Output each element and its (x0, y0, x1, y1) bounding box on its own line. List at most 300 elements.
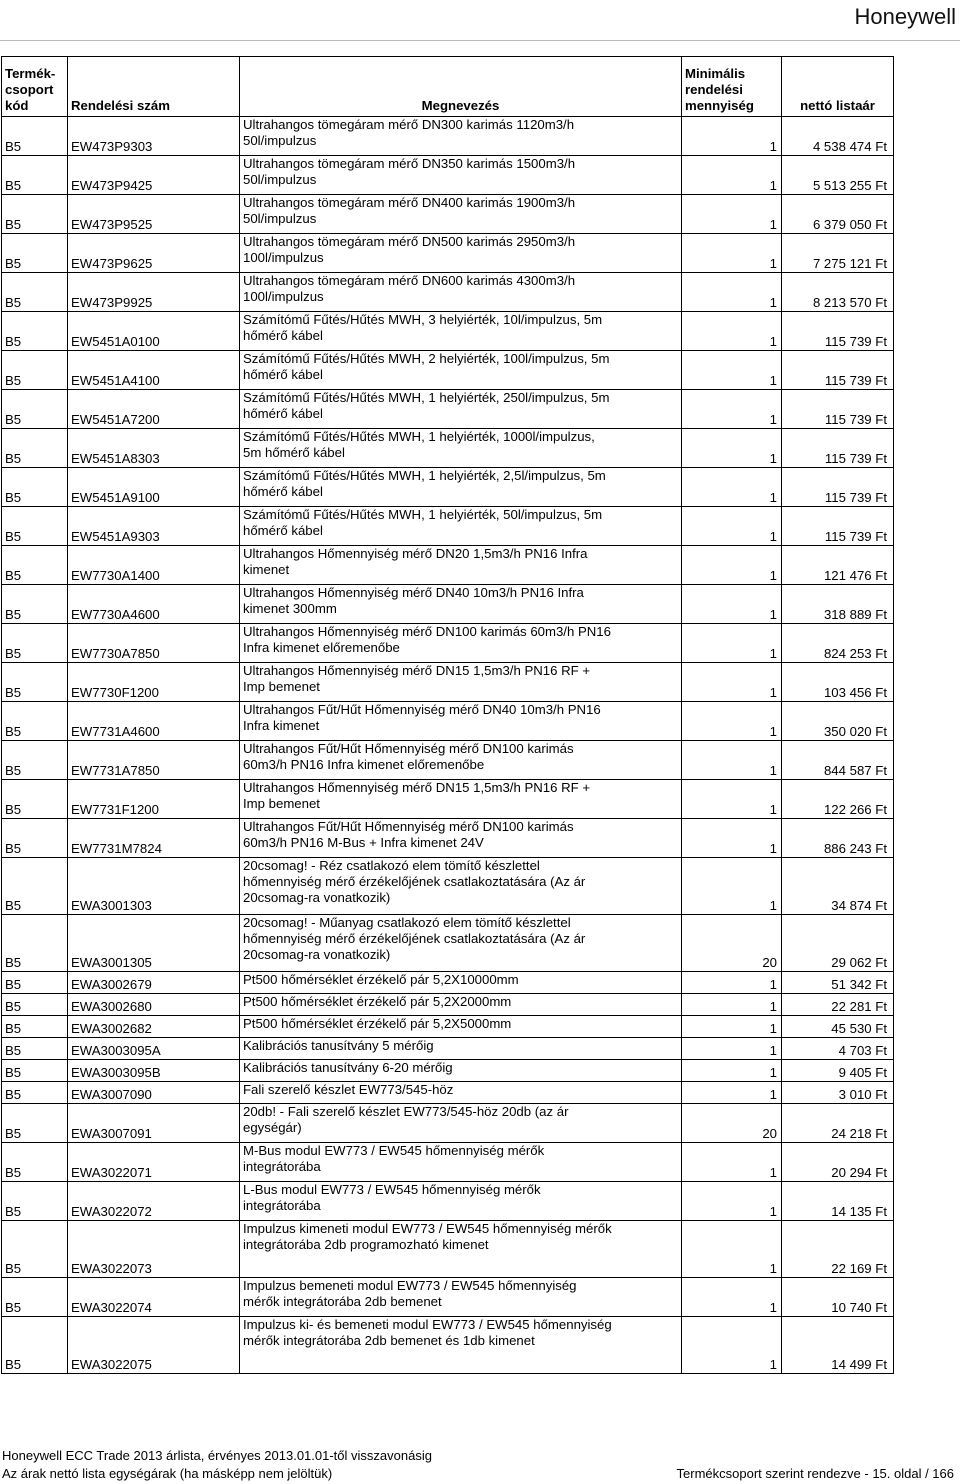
cell-description-text: Számítómű Fűtés/Hűtés MWH, 3 helyiérték, 10l/impulzus, 5m hőmérő kábel (243, 312, 603, 343)
cell-net-price (782, 1060, 894, 1082)
cell-min-quantity-text: 1 (769, 139, 777, 154)
cell-description-text: 20db! - Fali szerelő készlet EW773/545-höz 20db (az ár egységár) (243, 1104, 569, 1135)
table-row (2, 351, 894, 390)
cell-net-price (782, 1221, 894, 1278)
cell-min-quantity-text: 1 (769, 1300, 777, 1315)
table-row (2, 585, 894, 624)
cell-min-quantity (682, 468, 782, 507)
table-row (2, 312, 894, 351)
cell-description-text: Ultrahangos Fűt/Hűt Hőmennyiség mérő DN40 10m3/h PN16 Infra kimenet (243, 702, 601, 733)
cell-group-code (2, 819, 68, 858)
cell-order-number (68, 702, 240, 741)
cell-description (240, 1082, 682, 1104)
cell-min-quantity-text: 1 (769, 1065, 777, 1080)
cell-description (240, 1060, 682, 1082)
cell-order-number (68, 1317, 240, 1374)
cell-order-number (68, 1278, 240, 1317)
cell-group-code (2, 507, 68, 546)
cell-group-code-text: B5 (5, 685, 22, 700)
cell-net-price-text: 115 739 Ft (824, 373, 887, 388)
cell-description-text: Pt500 hőmérséklet érzékelő pár 5,2X5000mm (243, 1016, 512, 1031)
cell-order-number-text: EW7730A1400 (71, 568, 160, 583)
cell-description-text: Pt500 hőmérséklet érzékelő pár 5,2X2000mm (243, 994, 512, 1009)
cell-group-code (2, 1060, 68, 1082)
cell-group-code (2, 741, 68, 780)
cell-min-quantity (682, 858, 782, 915)
cell-min-quantity-text: 20 (762, 1126, 777, 1141)
cell-order-number (68, 1060, 240, 1082)
cell-group-code (2, 468, 68, 507)
cell-order-number (68, 1038, 240, 1060)
cell-net-price-text: 318 889 Ft (823, 607, 887, 622)
table-row (2, 1317, 894, 1374)
table-row (2, 546, 894, 585)
cell-min-quantity (682, 1082, 782, 1104)
cell-order-number-text: EWA3001303 (71, 898, 152, 913)
cell-order-number-text: EW473P9925 (71, 295, 153, 310)
cell-min-quantity (682, 429, 782, 468)
cell-group-code (2, 1038, 68, 1060)
cell-min-quantity-text: 1 (769, 490, 777, 505)
cell-min-quantity (682, 1221, 782, 1278)
cell-min-quantity (682, 156, 782, 195)
cell-net-price (782, 234, 894, 273)
cell-group-code-text: B5 (5, 295, 22, 310)
cell-description (240, 234, 682, 273)
cell-description-text: 20csomag! - Réz csatlakozó elem tömítő készlettel hőmennyiség mérő érzékelőjének csatlakoztatására (Az ár 20csomag-ra vonatkozik) (243, 858, 586, 905)
cell-description-text: Ultrahangos tömegáram mérő DN350 karimás 1500m3/h 50l/impulzus (243, 156, 576, 187)
table-row (2, 429, 894, 468)
cell-group-code (2, 1278, 68, 1317)
cell-min-quantity-text: 1 (769, 898, 777, 913)
cell-order-number (68, 915, 240, 972)
cell-group-code-text: B5 (5, 1165, 22, 1180)
cell-min-quantity-text: 1 (769, 646, 777, 661)
cell-order-number (68, 390, 240, 429)
cell-group-code-text: B5 (5, 763, 22, 778)
cell-net-price (782, 972, 894, 994)
footer-page-info: Termékcsoport szerint rendezve - 15. oldal / 166 (676, 1466, 954, 1481)
cell-min-quantity-text: 1 (769, 607, 777, 622)
cell-min-quantity (682, 624, 782, 663)
cell-order-number-text: EW473P9525 (71, 217, 153, 232)
cell-description (240, 1317, 682, 1374)
cell-order-number (68, 780, 240, 819)
cell-description-text: Pt500 hőmérséklet érzékelő pár 5,2X10000mm (243, 972, 519, 987)
cell-net-price-text: 5 513 255 Ft (812, 178, 887, 193)
cell-order-number-text: EW7730A7850 (71, 646, 160, 661)
table-header-row (2, 57, 894, 117)
cell-net-price-text: 20 294 Ft (831, 1165, 887, 1180)
cell-group-code (2, 156, 68, 195)
cell-description (240, 429, 682, 468)
cell-group-code (2, 1143, 68, 1182)
cell-group-code (2, 234, 68, 273)
cell-group-code (2, 624, 68, 663)
cell-group-code (2, 663, 68, 702)
footer-note: Az árak nettó lista egységárak (ha másképp nem jelöltük) (2, 1466, 333, 1481)
cell-order-number (68, 585, 240, 624)
cell-min-quantity (682, 994, 782, 1016)
cell-net-price-text: 122 266 Ft (823, 802, 887, 817)
cell-order-number-text: EW7731M7824 (71, 841, 162, 856)
cell-min-quantity-text: 1 (769, 1261, 777, 1276)
cell-group-code-text: B5 (5, 568, 22, 583)
cell-order-number-text: EW7731F1200 (71, 802, 159, 817)
cell-min-quantity-text: 1 (769, 1021, 777, 1036)
cell-net-price (782, 585, 894, 624)
cell-min-quantity-text: 1 (769, 412, 777, 427)
cell-min-quantity-text: 1 (769, 977, 777, 992)
cell-description-text: Ultrahangos Hőmennyiség mérő DN100 karimás 60m3/h PN16 Infra kimenet előremenőbe (243, 624, 611, 655)
cell-group-code-text: B5 (5, 1357, 22, 1372)
cell-group-code-text: B5 (5, 451, 22, 466)
cell-description (240, 1016, 682, 1038)
cell-net-price-text: 886 243 Ft (823, 841, 887, 856)
cell-order-number-text: EWA3003095B (71, 1065, 161, 1080)
cell-order-number-text: EWA3007090 (71, 1087, 152, 1102)
cell-net-price-text: 24 218 Ft (831, 1126, 887, 1141)
cell-group-code-text: B5 (5, 724, 22, 739)
cell-description-text: Ultrahangos Hőmennyiség mérő DN40 10m3/h PN16 Infra kimenet 300mm (243, 585, 584, 616)
cell-min-quantity (682, 585, 782, 624)
table-row (2, 994, 894, 1016)
cell-group-code-text: B5 (5, 1126, 22, 1141)
cell-order-number-text: EWA3002682 (71, 1021, 152, 1036)
cell-description (240, 1182, 682, 1221)
cell-group-code-text: B5 (5, 412, 22, 427)
cell-group-code (2, 390, 68, 429)
cell-group-code (2, 195, 68, 234)
header-group-code: Termék- csoport kód (2, 57, 68, 117)
cell-net-price (782, 468, 894, 507)
cell-order-number (68, 156, 240, 195)
footer-validity: Honeywell ECC Trade 2013 árlista, érvényes 2013.01.01-től visszavonásig (2, 1448, 432, 1463)
cell-description (240, 819, 682, 858)
cell-min-quantity-text: 1 (769, 685, 777, 700)
cell-min-quantity-text: 1 (769, 451, 777, 466)
cell-group-code (2, 117, 68, 156)
cell-group-code-text: B5 (5, 217, 22, 232)
cell-description-text: Ultrahangos tömegáram mérő DN400 karimás 1900m3/h 50l/impulzus (243, 195, 576, 226)
cell-min-quantity-text: 1 (769, 217, 777, 232)
cell-order-number-text: EWA3003095A (71, 1043, 161, 1058)
cell-order-number (68, 858, 240, 915)
cell-order-number (68, 1182, 240, 1221)
cell-min-quantity-text: 1 (769, 1087, 777, 1102)
cell-min-quantity-text: 1 (769, 178, 777, 193)
cell-min-quantity (682, 273, 782, 312)
cell-net-price-text: 824 253 Ft (823, 646, 887, 661)
cell-group-code-text: B5 (5, 178, 22, 193)
cell-net-price (782, 1016, 894, 1038)
table-row (2, 273, 894, 312)
cell-net-price-text: 9 405 Ft (838, 1065, 887, 1080)
cell-net-price (782, 117, 894, 156)
cell-group-code (2, 994, 68, 1016)
cell-min-quantity-text: 1 (769, 999, 777, 1014)
cell-min-quantity (682, 1317, 782, 1374)
cell-description (240, 915, 682, 972)
cell-net-price (782, 1317, 894, 1374)
cell-description (240, 273, 682, 312)
cell-order-number (68, 546, 240, 585)
cell-order-number-text: EW5451A0100 (71, 334, 160, 349)
cell-group-code-text: B5 (5, 646, 22, 661)
cell-order-number-text: EWA3022072 (71, 1204, 152, 1219)
cell-order-number-text: EW473P9303 (71, 139, 153, 154)
table-row (2, 915, 894, 972)
cell-min-quantity-text: 1 (769, 1357, 777, 1372)
cell-min-quantity (682, 234, 782, 273)
header-order-number: Rendelési szám (68, 57, 240, 117)
table-row (2, 117, 894, 156)
cell-net-price (782, 994, 894, 1016)
cell-net-price-text: 22 169 Ft (831, 1261, 887, 1276)
cell-min-quantity (682, 507, 782, 546)
cell-group-code-text: B5 (5, 334, 22, 349)
cell-group-code-text: B5 (5, 1043, 22, 1058)
cell-group-code (2, 429, 68, 468)
table-row (2, 972, 894, 994)
cell-min-quantity-text: 1 (769, 1165, 777, 1180)
cell-min-quantity (682, 117, 782, 156)
cell-net-price (782, 780, 894, 819)
cell-net-price-text: 115 739 Ft (824, 412, 887, 427)
cell-net-price-text: 10 740 Ft (831, 1300, 887, 1315)
cell-min-quantity-text: 20 (762, 955, 777, 970)
cell-description (240, 156, 682, 195)
cell-group-code (2, 702, 68, 741)
cell-min-quantity-text: 1 (769, 763, 777, 778)
cell-net-price (782, 1143, 894, 1182)
cell-net-price-text: 350 020 Ft (823, 724, 887, 739)
cell-group-code-text: B5 (5, 977, 22, 992)
cell-order-number-text: EW7730F1200 (71, 685, 159, 700)
cell-net-price-text: 4 538 474 Ft (812, 139, 887, 154)
header-net-price: nettó listaár (782, 57, 894, 117)
table-row (2, 858, 894, 915)
cell-group-code-text: B5 (5, 955, 22, 970)
cell-min-quantity (682, 663, 782, 702)
cell-net-price (782, 273, 894, 312)
table-row (2, 741, 894, 780)
cell-description-text: Ultrahangos Fűt/Hűt Hőmennyiség mérő DN100 karimás 60m3/h PN16 M-Bus + Infra kimenet 24V (243, 819, 574, 850)
cell-description-text: Kalibrációs tanusítvány 5 mérőig (243, 1038, 434, 1053)
cell-order-number-text: EW473P9425 (71, 178, 153, 193)
cell-group-code (2, 1317, 68, 1374)
cell-description (240, 702, 682, 741)
cell-net-price-text: 4 703 Ft (838, 1043, 887, 1058)
cell-group-code-text: B5 (5, 1087, 22, 1102)
cell-min-quantity (682, 546, 782, 585)
cell-min-quantity (682, 702, 782, 741)
cell-net-price-text: 115 739 Ft (824, 490, 887, 505)
cell-min-quantity-text: 1 (769, 568, 777, 583)
table-row (2, 1038, 894, 1060)
cell-min-quantity (682, 1182, 782, 1221)
brand-header (0, 0, 960, 40)
cell-description (240, 468, 682, 507)
cell-group-code-text: B5 (5, 139, 22, 154)
cell-description (240, 1278, 682, 1317)
cell-net-price (782, 741, 894, 780)
table-row (2, 156, 894, 195)
cell-net-price-text: 115 739 Ft (824, 451, 887, 466)
cell-group-code (2, 972, 68, 994)
cell-group-code (2, 780, 68, 819)
table-row (2, 468, 894, 507)
cell-net-price (782, 429, 894, 468)
cell-order-number-text: EW5451A7200 (71, 412, 160, 427)
cell-net-price-text: 3 010 Ft (838, 1087, 887, 1102)
table-row (2, 234, 894, 273)
cell-description (240, 351, 682, 390)
cell-order-number (68, 429, 240, 468)
cell-min-quantity (682, 390, 782, 429)
cell-group-code-text: B5 (5, 999, 22, 1014)
cell-net-price-text: 115 739 Ft (824, 529, 887, 544)
table-row (2, 1104, 894, 1143)
cell-min-quantity-text: 1 (769, 802, 777, 817)
table-row (2, 1143, 894, 1182)
cell-order-number (68, 1221, 240, 1278)
cell-group-code (2, 1182, 68, 1221)
table-row (2, 507, 894, 546)
cell-net-price-text: 22 281 Ft (831, 999, 887, 1014)
cell-min-quantity (682, 351, 782, 390)
cell-net-price-text: 51 342 Ft (831, 977, 887, 992)
cell-description-text: Ultrahangos Hőmennyiség mérő DN15 1,5m3/h PN16 RF + Imp bemenet (243, 663, 591, 694)
cell-description-text: 20csomag! - Műanyag csatlakozó elem tömítő készlettel hőmennyiség mérő érzékelőjének csatlakoztatására (Az ár 20csomag-ra vonatkozik) (243, 915, 586, 962)
cell-net-price-text: 34 874 Ft (831, 898, 887, 913)
cell-order-number-text: EWA3007091 (71, 1126, 152, 1141)
cell-min-quantity-text: 1 (769, 256, 777, 271)
cell-net-price-text: 8 213 570 Ft (812, 295, 887, 310)
header-min-quantity: Minimális rendelési mennyiség (682, 57, 782, 117)
price-list-table (1, 56, 894, 1374)
brand-name: Honeywell (854, 4, 956, 29)
cell-order-number (68, 351, 240, 390)
table-row (2, 819, 894, 858)
cell-order-number (68, 312, 240, 351)
cell-net-price (782, 546, 894, 585)
cell-group-code-text: B5 (5, 898, 22, 913)
cell-min-quantity-text: 1 (769, 724, 777, 739)
cell-description-text: Ultrahangos tömegáram mérő DN300 karimás 1120m3/h 50l/impulzus (243, 117, 575, 148)
cell-order-number-text: EW5451A4100 (71, 373, 160, 388)
cell-order-number (68, 507, 240, 546)
cell-description (240, 117, 682, 156)
cell-group-code (2, 1221, 68, 1278)
cell-order-number-text: EW5451A9100 (71, 490, 160, 505)
cell-group-code-text: B5 (5, 1065, 22, 1080)
cell-order-number (68, 1082, 240, 1104)
table-row (2, 1278, 894, 1317)
cell-group-code-text: B5 (5, 802, 22, 817)
cell-net-price-text: 115 739 Ft (824, 334, 887, 349)
cell-description (240, 195, 682, 234)
cell-description-text: Impulzus kimeneti modul EW773 / EW545 hőmennyiség mérők integrátorába 2db programozható kimenet (243, 1221, 612, 1252)
table-row (2, 780, 894, 819)
cell-group-code-text: B5 (5, 607, 22, 622)
header-divider (0, 40, 960, 41)
cell-order-number (68, 624, 240, 663)
cell-order-number-text: EWA3002679 (71, 977, 152, 992)
cell-net-price (782, 915, 894, 972)
cell-min-quantity (682, 1143, 782, 1182)
cell-min-quantity (682, 195, 782, 234)
cell-net-price-text: 14 135 Ft (831, 1204, 887, 1219)
cell-description-text: Számítómű Fűtés/Hűtés MWH, 2 helyiérték, 100l/impulzus, 5m hőmérő kábel (243, 351, 610, 382)
cell-order-number (68, 117, 240, 156)
cell-net-price (782, 390, 894, 429)
cell-net-price (782, 624, 894, 663)
cell-net-price (782, 819, 894, 858)
cell-group-code-text: B5 (5, 373, 22, 388)
cell-net-price-text: 14 499 Ft (831, 1357, 887, 1372)
table-row (2, 624, 894, 663)
cell-description-text: Ultrahangos Hőmennyiség mérő DN15 1,5m3/h PN16 RF + Imp bemenet (243, 780, 591, 811)
cell-min-quantity (682, 1060, 782, 1082)
cell-description-text: Ultrahangos tömegáram mérő DN600 karimás 4300m3/h 100l/impulzus (243, 273, 576, 304)
cell-min-quantity-text: 1 (769, 529, 777, 544)
cell-description (240, 780, 682, 819)
cell-description-text: Kalibrációs tanusítvány 6-20 mérőig (243, 1060, 453, 1075)
cell-net-price (782, 1038, 894, 1060)
cell-description-text: Ultrahangos tömegáram mérő DN500 karimás 2950m3/h 100l/impulzus (243, 234, 576, 265)
cell-group-code (2, 585, 68, 624)
cell-min-quantity-text: 1 (769, 1204, 777, 1219)
cell-description (240, 972, 682, 994)
table-row (2, 663, 894, 702)
cell-description (240, 507, 682, 546)
table-row (2, 1016, 894, 1038)
cell-description (240, 585, 682, 624)
cell-net-price (782, 663, 894, 702)
cell-group-code-text: B5 (5, 1021, 22, 1036)
cell-net-price (782, 312, 894, 351)
cell-min-quantity (682, 780, 782, 819)
table-row (2, 702, 894, 741)
table-row (2, 1221, 894, 1278)
cell-group-code-text: B5 (5, 1204, 22, 1219)
cell-description-text: Fali szerelő készlet EW773/545-höz (243, 1082, 454, 1097)
cell-min-quantity (682, 1278, 782, 1317)
cell-group-code-text: B5 (5, 256, 22, 271)
cell-net-price (782, 1278, 894, 1317)
cell-net-price-text: 6 379 050 Ft (812, 217, 887, 232)
cell-net-price-text: 103 456 Ft (823, 685, 887, 700)
cell-group-code-text: B5 (5, 841, 22, 856)
cell-group-code-text: B5 (5, 1300, 22, 1315)
cell-description-text: Impulzus ki- és bemeneti modul EW773 / EW545 hőmennyiség mérők integrátorába 2db bemenet és 1db kimenet (243, 1317, 612, 1348)
cell-group-code (2, 1016, 68, 1038)
cell-order-number-text: EWA3002680 (71, 999, 152, 1014)
cell-min-quantity-text: 1 (769, 841, 777, 856)
cell-net-price-text: 45 530 Ft (831, 1021, 887, 1036)
table-row (2, 1060, 894, 1082)
cell-order-number-text: EW5451A9303 (71, 529, 160, 544)
cell-net-price (782, 156, 894, 195)
cell-description (240, 312, 682, 351)
cell-net-price (782, 858, 894, 915)
cell-min-quantity-text: 1 (769, 295, 777, 310)
cell-order-number-text: EWA3001305 (71, 955, 152, 970)
cell-description (240, 1221, 682, 1278)
cell-order-number-text: EW5451A8303 (71, 451, 160, 466)
table-row (2, 1182, 894, 1221)
